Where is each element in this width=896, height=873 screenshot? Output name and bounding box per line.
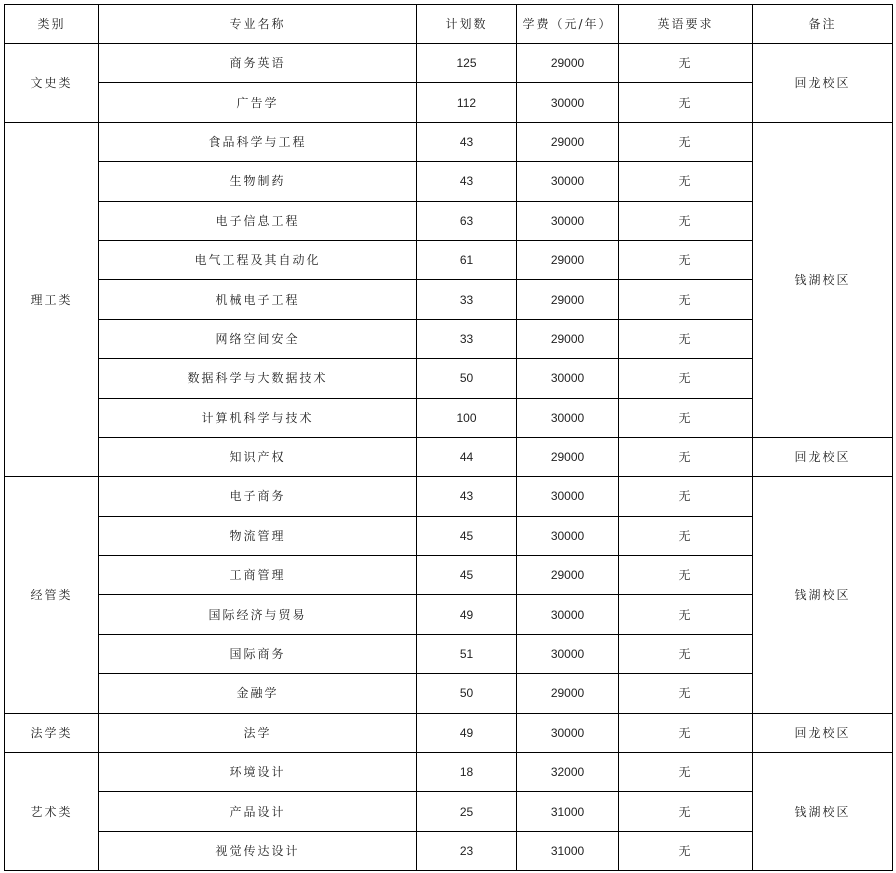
english-cell: 无: [619, 280, 753, 319]
fee-cell: 30000: [517, 516, 619, 555]
english-cell: 无: [619, 240, 753, 279]
fee-cell: 30000: [517, 477, 619, 516]
major-cell: 网络空间安全: [99, 319, 417, 358]
major-cell: 环境设计: [99, 753, 417, 792]
english-cell: 无: [619, 437, 753, 476]
table-row: [5, 437, 893, 476]
major-cell: 金融学: [99, 674, 417, 713]
plan-cell: 45: [417, 556, 517, 595]
major-cell: 商务英语: [99, 44, 417, 83]
english-cell: 无: [619, 44, 753, 83]
note-cell: 回龙校区: [753, 44, 893, 123]
english-cell: 无: [619, 477, 753, 516]
fee-cell: 31000: [517, 831, 619, 870]
plan-cell: 25: [417, 792, 517, 831]
fee-cell: 29000: [517, 122, 619, 161]
major-cell: 国际商务: [99, 634, 417, 673]
major-cell: 工商管理: [99, 556, 417, 595]
major-cell: 食品科学与工程: [99, 122, 417, 161]
fee-cell: 29000: [517, 240, 619, 279]
major-cell: 国际经济与贸易: [99, 595, 417, 634]
plan-cell: 44: [417, 437, 517, 476]
major-cell: 电气工程及其自动化: [99, 240, 417, 279]
fee-cell: 31000: [517, 792, 619, 831]
english-cell: 无: [619, 516, 753, 555]
plan-cell: 63: [417, 201, 517, 240]
note-cell: 回龙校区: [753, 437, 893, 476]
table-row: [5, 122, 893, 161]
plan-cell: 125: [417, 44, 517, 83]
fee-cell: 29000: [517, 44, 619, 83]
english-cell: 无: [619, 201, 753, 240]
category-cell: 经管类: [5, 477, 99, 713]
category-cell: 法学类: [5, 713, 99, 752]
fee-cell: 30000: [517, 201, 619, 240]
major-cell: 机械电子工程: [99, 280, 417, 319]
english-cell: 无: [619, 122, 753, 161]
fee-cell: 29000: [517, 319, 619, 358]
plan-cell: 61: [417, 240, 517, 279]
header-plan: 计划数: [417, 5, 517, 44]
plan-cell: 33: [417, 319, 517, 358]
fee-cell: 30000: [517, 83, 619, 122]
fee-cell: 29000: [517, 280, 619, 319]
plan-cell: 43: [417, 477, 517, 516]
plan-cell: 45: [417, 516, 517, 555]
table-row: [5, 753, 893, 792]
english-cell: 无: [619, 556, 753, 595]
major-cell: 广告学: [99, 83, 417, 122]
english-cell: 无: [619, 398, 753, 437]
note-cell: 钱湖校区: [753, 122, 893, 437]
fee-cell: 29000: [517, 674, 619, 713]
major-cell: 知识产权: [99, 437, 417, 476]
plan-cell: 50: [417, 359, 517, 398]
english-cell: 无: [619, 359, 753, 398]
major-cell: 生物制药: [99, 162, 417, 201]
major-cell: 电子商务: [99, 477, 417, 516]
major-cell: 数据科学与大数据技术: [99, 359, 417, 398]
major-cell: 物流管理: [99, 516, 417, 555]
plan-cell: 51: [417, 634, 517, 673]
plan-cell: 100: [417, 398, 517, 437]
header-note: 备注: [753, 5, 893, 44]
header-category: 类别: [5, 5, 99, 44]
plan-cell: 112: [417, 83, 517, 122]
english-cell: 无: [619, 831, 753, 870]
english-cell: 无: [619, 162, 753, 201]
english-cell: 无: [619, 595, 753, 634]
english-cell: 无: [619, 83, 753, 122]
plan-cell: 49: [417, 595, 517, 634]
plan-cell: 23: [417, 831, 517, 870]
header-fee: 学费（元/年）: [517, 5, 619, 44]
major-cell: 电子信息工程: [99, 201, 417, 240]
major-cell: 产品设计: [99, 792, 417, 831]
fee-cell: 29000: [517, 437, 619, 476]
category-cell: 理工类: [5, 122, 99, 477]
major-cell: 计算机科学与技术: [99, 398, 417, 437]
fee-cell: 30000: [517, 359, 619, 398]
note-cell: 钱湖校区: [753, 477, 893, 713]
fee-cell: 29000: [517, 556, 619, 595]
note-cell: 钱湖校区: [753, 753, 893, 871]
enrollment-plan-table: [4, 4, 893, 871]
fee-cell: 30000: [517, 713, 619, 752]
fee-cell: 30000: [517, 634, 619, 673]
english-cell: 无: [619, 634, 753, 673]
table-row: [5, 713, 893, 752]
fee-cell: 32000: [517, 753, 619, 792]
plan-cell: 43: [417, 122, 517, 161]
english-cell: 无: [619, 792, 753, 831]
fee-cell: 30000: [517, 595, 619, 634]
note-cell: 回龙校区: [753, 713, 893, 752]
english-cell: 无: [619, 753, 753, 792]
header-english: 英语要求: [619, 5, 753, 44]
plan-cell: 43: [417, 162, 517, 201]
header-major: 专业名称: [99, 5, 417, 44]
plan-cell: 33: [417, 280, 517, 319]
table-row: [5, 44, 893, 83]
english-cell: 无: [619, 674, 753, 713]
major-cell: 视觉传达设计: [99, 831, 417, 870]
fee-cell: 30000: [517, 398, 619, 437]
table-header-row: [5, 5, 893, 44]
table-row: [5, 477, 893, 516]
category-cell: 艺术类: [5, 753, 99, 871]
english-cell: 无: [619, 713, 753, 752]
english-cell: 无: [619, 319, 753, 358]
major-cell: 法学: [99, 713, 417, 752]
plan-cell: 18: [417, 753, 517, 792]
plan-cell: 49: [417, 713, 517, 752]
plan-cell: 50: [417, 674, 517, 713]
category-cell: 文史类: [5, 44, 99, 123]
fee-cell: 30000: [517, 162, 619, 201]
